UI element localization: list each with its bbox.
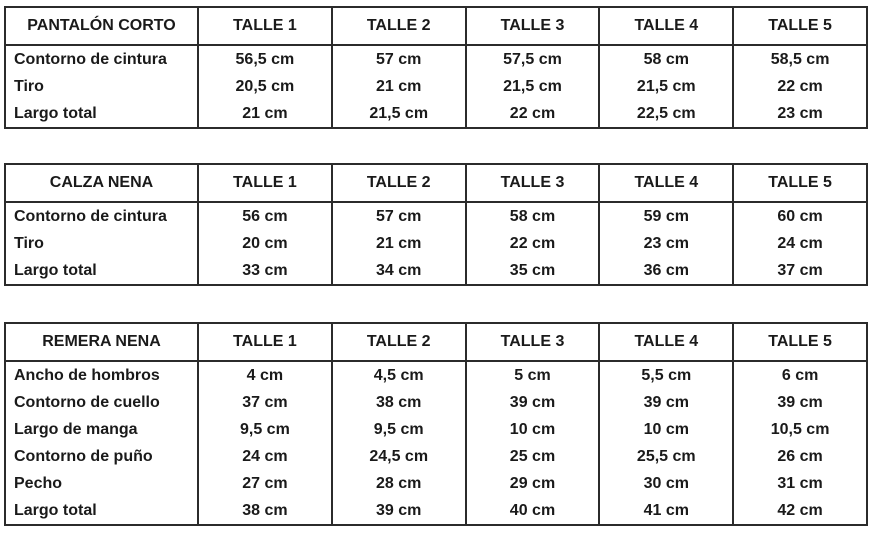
table-cell: 21 cm: [332, 230, 466, 257]
table-row: [5, 389, 867, 416]
table-cell: 56,5 cm: [198, 45, 332, 73]
table-cell: 9,5 cm: [198, 416, 332, 443]
table-cell: 22 cm: [733, 73, 867, 100]
table-cell: 10,5 cm: [733, 416, 867, 443]
table-cell: 39 cm: [599, 389, 733, 416]
column-header: TALLE 4: [599, 164, 733, 202]
row-label: Tiro: [5, 230, 198, 257]
table-cell: 22 cm: [466, 230, 600, 257]
table-cell: 20,5 cm: [198, 73, 332, 100]
table-cell: 21 cm: [332, 73, 466, 100]
row-label: Ancho de hombros: [5, 361, 198, 389]
table-cell: 5,5 cm: [599, 361, 733, 389]
table-row: [5, 470, 867, 497]
table-cell: 57 cm: [332, 45, 466, 73]
table-cell: 22 cm: [466, 100, 600, 128]
row-label: Largo total: [5, 497, 198, 525]
table-row: [5, 443, 867, 470]
column-header: TALLE 1: [198, 7, 332, 45]
row-label: Contorno de cintura: [5, 202, 198, 230]
table-cell: 60 cm: [733, 202, 867, 230]
column-header: TALLE 3: [466, 164, 600, 202]
column-header: TALLE 4: [599, 7, 733, 45]
column-header: TALLE 4: [599, 323, 733, 361]
table-cell: 20 cm: [198, 230, 332, 257]
column-header: TALLE 5: [733, 7, 867, 45]
table-cell: 6 cm: [733, 361, 867, 389]
table-cell: 10 cm: [599, 416, 733, 443]
row-label: Pecho: [5, 470, 198, 497]
table-header-row: [5, 323, 867, 361]
row-label: Contorno de cintura: [5, 45, 198, 73]
column-header: TALLE 2: [332, 7, 466, 45]
row-label: Largo total: [5, 257, 198, 285]
table-cell: 30 cm: [599, 470, 733, 497]
size-table-pantalon-corto: [4, 6, 868, 129]
table-title: REMERA NENA: [5, 323, 198, 361]
table-row: [5, 416, 867, 443]
table-cell: 24 cm: [733, 230, 867, 257]
table-cell: 39 cm: [332, 497, 466, 525]
size-table-calza-nena: [4, 163, 868, 286]
table-cell: 31 cm: [733, 470, 867, 497]
size-table-remera-nena: [4, 322, 868, 526]
table-row: [5, 497, 867, 525]
table-cell: 26 cm: [733, 443, 867, 470]
table-cell: 37 cm: [733, 257, 867, 285]
table-cell: 21,5 cm: [599, 73, 733, 100]
column-header: TALLE 5: [733, 323, 867, 361]
table-cell: 10 cm: [466, 416, 600, 443]
table-cell: 38 cm: [332, 389, 466, 416]
column-header: TALLE 5: [733, 164, 867, 202]
table-cell: 23 cm: [599, 230, 733, 257]
table-title: CALZA NENA: [5, 164, 198, 202]
table-header-row: [5, 7, 867, 45]
table-cell: 33 cm: [198, 257, 332, 285]
table-cell: 58,5 cm: [733, 45, 867, 73]
table-cell: 25 cm: [466, 443, 600, 470]
column-header: TALLE 1: [198, 164, 332, 202]
table-cell: 42 cm: [733, 497, 867, 525]
column-header: TALLE 2: [332, 164, 466, 202]
table-cell: 22,5 cm: [599, 100, 733, 128]
table-cell: 4,5 cm: [332, 361, 466, 389]
table-cell: 9,5 cm: [332, 416, 466, 443]
row-label: Largo total: [5, 100, 198, 128]
table-cell: 28 cm: [332, 470, 466, 497]
table-row: [5, 45, 867, 73]
table-cell: 4 cm: [198, 361, 332, 389]
row-label: Contorno de puño: [5, 443, 198, 470]
table-cell: 24 cm: [198, 443, 332, 470]
table-header-row: [5, 164, 867, 202]
table-row: [5, 73, 867, 100]
table-cell: 36 cm: [599, 257, 733, 285]
table-cell: 59 cm: [599, 202, 733, 230]
column-header: TALLE 2: [332, 323, 466, 361]
table-row: [5, 202, 867, 230]
table-row: [5, 257, 867, 285]
row-label: Tiro: [5, 73, 198, 100]
table-cell: 56 cm: [198, 202, 332, 230]
table-cell: 57 cm: [332, 202, 466, 230]
table-cell: 5 cm: [466, 361, 600, 389]
table-cell: 39 cm: [466, 389, 600, 416]
table-cell: 21,5 cm: [466, 73, 600, 100]
table-title: PANTALÓN CORTO: [5, 7, 198, 45]
table-cell: 27 cm: [198, 470, 332, 497]
table-cell: 23 cm: [733, 100, 867, 128]
table-cell: 41 cm: [599, 497, 733, 525]
table-cell: 24,5 cm: [332, 443, 466, 470]
row-label: Contorno de cuello: [5, 389, 198, 416]
table-cell: 21,5 cm: [332, 100, 466, 128]
column-header: TALLE 3: [466, 7, 600, 45]
table-row: [5, 361, 867, 389]
table-row: [5, 100, 867, 128]
table-cell: 35 cm: [466, 257, 600, 285]
column-header: TALLE 3: [466, 323, 600, 361]
table-cell: 37 cm: [198, 389, 332, 416]
column-header: TALLE 1: [198, 323, 332, 361]
row-label: Largo de manga: [5, 416, 198, 443]
table-cell: 58 cm: [466, 202, 600, 230]
table-cell: 57,5 cm: [466, 45, 600, 73]
table-cell: 40 cm: [466, 497, 600, 525]
table-cell: 39 cm: [733, 389, 867, 416]
table-cell: 29 cm: [466, 470, 600, 497]
table-cell: 38 cm: [198, 497, 332, 525]
table-cell: 25,5 cm: [599, 443, 733, 470]
table-cell: 21 cm: [198, 100, 332, 128]
table-cell: 58 cm: [599, 45, 733, 73]
table-row: [5, 230, 867, 257]
table-cell: 34 cm: [332, 257, 466, 285]
